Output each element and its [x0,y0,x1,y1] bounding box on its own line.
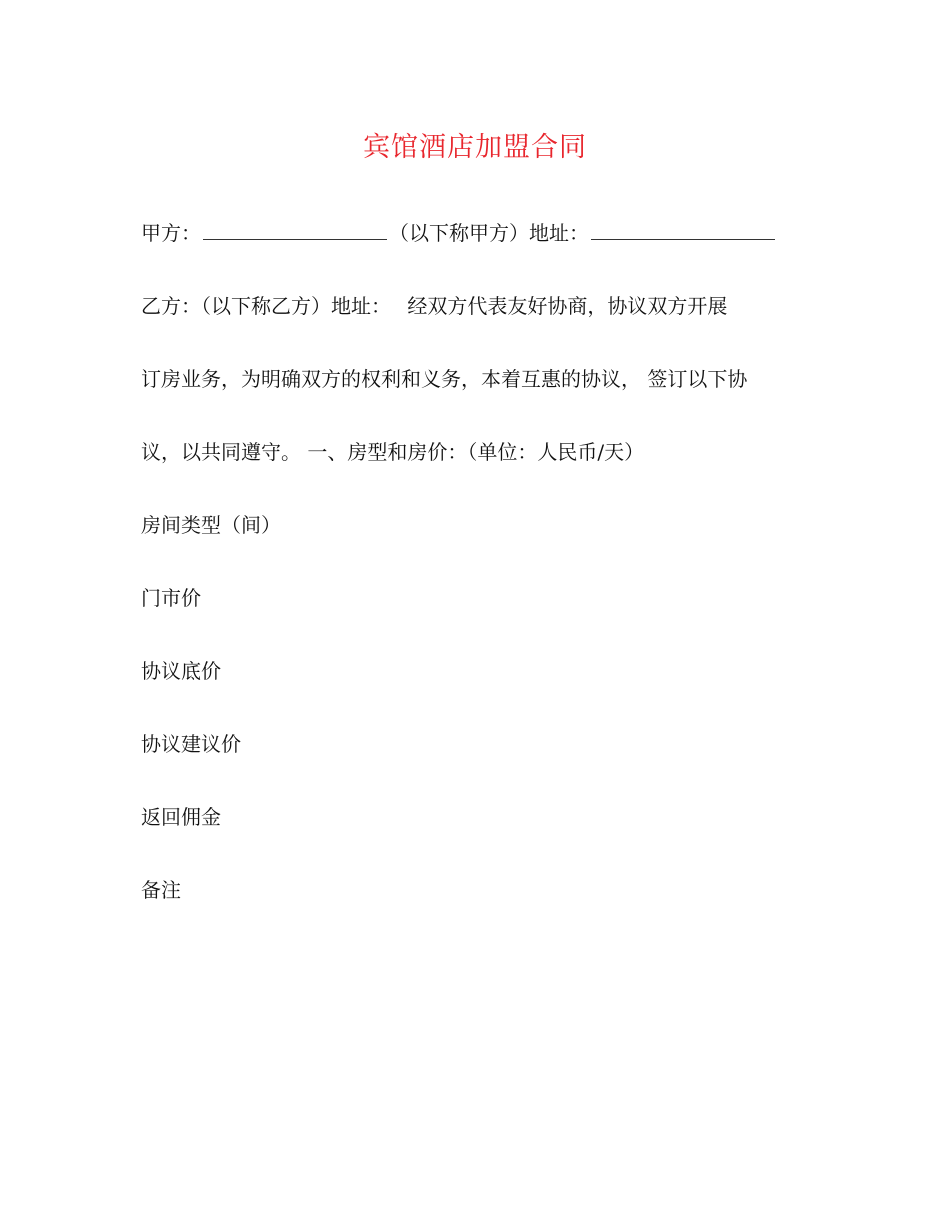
table-item-room-type: 房间类型（间） [141,513,281,537]
table-item-commission: 返回佣金 [141,805,221,829]
document-body [141,213,809,943]
party-a-address-blank [591,219,775,240]
table-item-agreed-suggested-price: 协议建议价 [141,732,241,756]
party-a-name-blank [203,219,387,240]
party-a-suffix: （以下称甲方）地址： [389,221,589,245]
table-item-remarks: 备注 [141,878,181,902]
paragraph-line-1: 乙方：（以下称乙方）地址： 经双方代表友好协商，协议双方开展 [141,294,728,318]
table-item-rack-rate: 门市价 [141,586,201,610]
document-title: 宾馆酒店加盟合同 [363,132,587,163]
table-item-agreed-floor-price: 协议底价 [141,659,221,683]
paragraph-line-2: 订房业务，为明确双方的权利和义务，本着互惠的协议， 签订以下协 [141,367,748,391]
party-a-line [141,213,809,286]
party-a-label: 甲方： [141,221,201,245]
paragraph-line-3: 议，以共同遵守。 一、房型和房价：（单位：人民币/天） [141,440,645,464]
